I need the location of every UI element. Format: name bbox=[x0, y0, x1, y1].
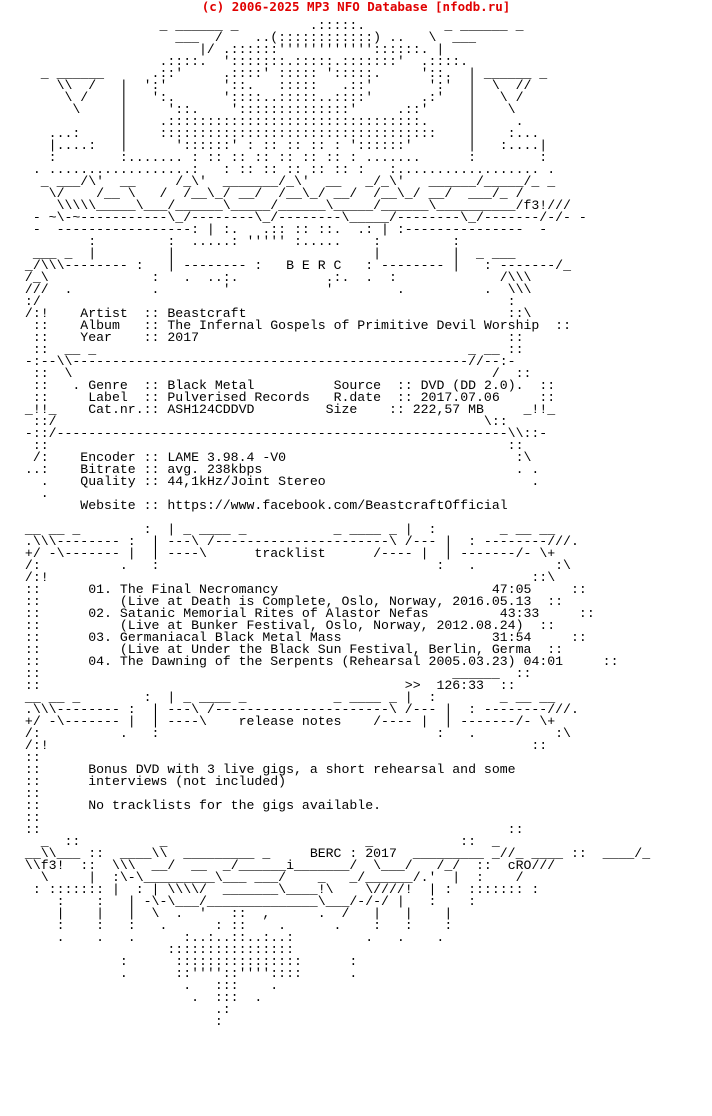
copyright-text: (c) 2006-2025 MP3 NFO Database bbox=[201, 0, 428, 14]
nfo-document: _ ______ _ .:::::. _ ______ _ ___ / ..(::::::::::::) .. \ ___ |/ .::::::''''''''''''::::::. | .::::. ':::::::.:::::.:::::::' .::::. _ ______ .::' .::::' ::::: ':::::. '::. | ______ _ \\ / | ':' '::. ::::: .::' ':' | \ // \ / | ':. '::::..:::::..::::' .:' | \ / \ | '::. '::::::::::::::' .::' | \ | .::::::::::::::::::::::::::::::::. | . ...: | ::::::::::::::::::::::::::::::::::: | :... |....: | '::::::' : :: :: :: : '::::::' | :....| : :....... : :: :: :: :: :: :: : ....... : : . ..................: : :: :: :: :: :: : :.................. . _ ___/\' __ /_\' _______/_\' __ _/_\' ______/_____/_ _ \/ /__ \ / /__\_/ __/ /__\_/ __/ /__\_/ __/ ___/_ / \\\\\_____\___/______\_____/______\_____/______\__________/f3!/// - ~\-~-----------\_/--------\_/--------\_____/--------\_/-------/-/- - - -----------------: | :. .:: :: ::. .: | :--------------- - : : .....: ''''' :..... : : ___ _ | | | | _ ___ _/\\\-------- : | -------- : B E R C : -------- | : -------/_ /_\ : . ..:. .:. . : /\\\ /// . . ' ' . . \\\ :/ : /:! Artist :: Beastcraft ::\ :: Album :: The Infernal Gospels of Primitive Devil Worship :: :: Year :: 2017 :: :: __ _ _ __ :: -:--\\--------------------------------------------------//--:- :: \ / :: :: . Genre :: Black Metal Source :: DVD (DD 2.0). :: :: Label :: Pulverised Records R.date :: 2017.07.06 :: _!!_ Cat.nr.:: ASH124CDDVD Size :: 222,57 MB _!!_ ::/ \:: -::/---------------------------------------------------------\\::- :: :: /: Encoder :: LAME 3.98.4 -V0 :\ ..: Bitrate :: avg. 238kbps . . . Quality :: 44,1kHz/Joint Stereo . . Website :: https://www.facebook.com/BeastcraftOfficial __ __ _ : | _ ____ _ _ ____ _ | : _ __ __ .\\\-------- : | ---\ /----------------------\ /--- | : --------///. +/ -\------- | | ----\ tracklist /---- | | -------/- \+ /: . : : . :\ /:! ::\ :: 01. The Final Necromancy 47:05 :: :: (Live at Death is Complete, Oslo, Norway, 2016.05.13 :: :: 02. Satanic Memorial Rites of Alastor Nefas 43:33 :: :: (Live at Bunker Festival, Oslo, Norway, 2012.08.24) :: :: 03. Germaniacal Black Metal Mass 31:54 :: :: (Live at Under the Black Sun Festival, Berlin, Germa :: :: 04. The Dawning of the Serpents (Rehearsal 2005.03.23) 04:01 :: :: ______ :: :: >> 126:33 :: __ __ _ : | _ ____ _ _ ____ _ | : _ __ __ .\\\-------- : | ---\ /----------------------\ /--- | : --------///. +/ -\------- | | ----\ release notes /---- | | -------/- \+ /: . : : . :\ /:! :: :: :: Bonus DVD with 3 live gigs, a short rehearsal and some :: interviews (not included) :: :: No tracklists for the gigs available. :: :: :: _ :: _ _ :: _ __\\___ :: ____\\ _________ _ BERC : 2017 _________ _//_ ____ :: ____/_ \\f3! :: \\\ __/ __ _/______i_______/ \___/ /_/ :: cRO/// \ | :\-\_________\___ ___/ _ _/______/.' | : / : ::::::: | : | \\\\/ _______\____!\ \////! | : ::::::: : : : | -\-\___/______________\___/-/-/ | : : | | | \ . ' :: , . / | | | : : : . : :: . . : : : . . . :..:..::..:..: . . . :::::::::::::::: : :::::::::::::::: : . ::''''::'''':::: . . ::: . . ::: . .: : bbox=[24, 18, 651, 1029]
site-link[interactable]: [nfodb.ru] bbox=[435, 0, 511, 14]
site-header bbox=[0, 0, 712, 14]
